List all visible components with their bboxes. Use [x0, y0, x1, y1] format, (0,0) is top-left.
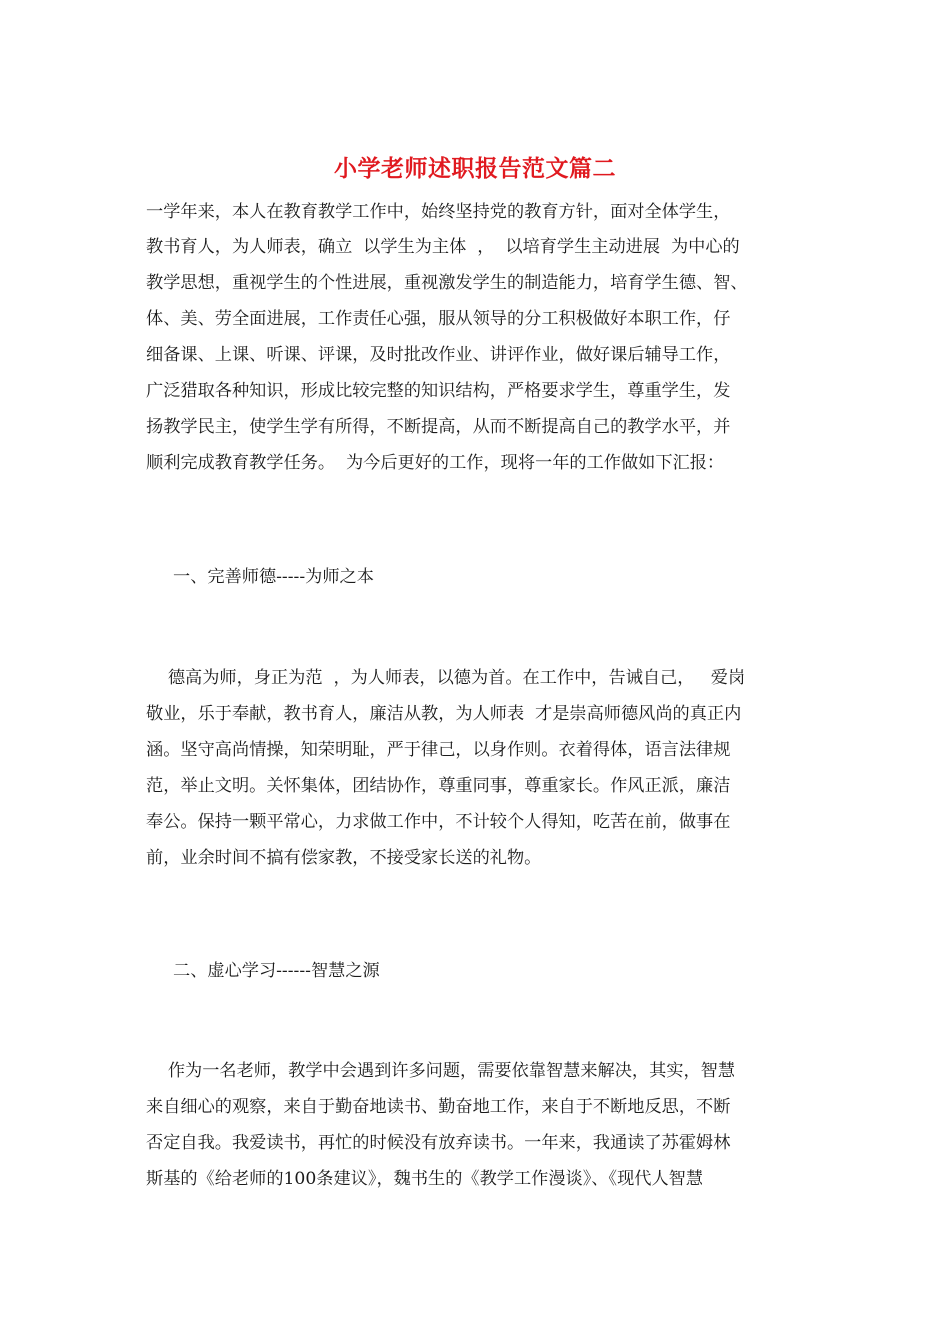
- section1-line: 前，业余时间不搞有偿家教，不接受家长送的礼物。: [146, 848, 542, 868]
- section1-line: 奉公。保持一颗平常心，力求做工作中，不计较个人得知，吃苦在前，做事在: [146, 812, 731, 832]
- section-heading: 二、虚心学习------智慧之源: [173, 961, 380, 981]
- section1-line: 德高为师，身正为范 ，为人师表，以德为首。在工作中，告诫自己， 爱岗: [146, 668, 746, 688]
- section2-line: 来自细心的观察，来自于勤奋地读书、勤奋地工作，来自于不断地反思，不断: [146, 1097, 731, 1117]
- section-heading: 一、完善师德-----为师之本: [173, 567, 374, 587]
- intro-line: 扬教学民主，使学生学有所得，不断提高，从而不断提高自己的教学水平，并: [146, 417, 731, 437]
- section1-line: 涵。坚守高尚情操，知荣明耻，严于律己，以身作则。衣着得体，语言法律规: [146, 740, 731, 760]
- intro-line: 体、美、劳全面进展，工作责任心强，服从领导的分工积极做好本职工作，仔: [146, 309, 731, 329]
- intro-line: 顺利完成教育教学任务。 为今后更好的工作，现将一年的工作做如下汇报：: [146, 453, 725, 473]
- intro-line: 细备课、上课、听课、评课，及时批改作业、讲评作业，做好课后辅导工作，: [146, 345, 731, 365]
- intro-line: 一学年来，本人在教育教学工作中，始终坚持党的教育方针，面对全体学生，: [146, 202, 731, 222]
- intro-line: 广泛猎取各种知识，形成比较完整的知识结构，严格要求学生，尊重学生，发: [146, 381, 731, 401]
- intro-line: 教学思想，重视学生的个性进展，重视激发学生的制造能力，培育学生德、智、: [146, 273, 748, 293]
- intro-line: 教书育人，为人师表，确立 以学生为主体 ， 以培育学生主动进展 为中心的: [146, 237, 740, 257]
- section2-line: 斯基的《给老师的100条建议》，魏书生的《教学工作漫谈》、《现代人智慧: [146, 1169, 704, 1189]
- section1-line: 敬业，乐于奉献，教书育人，廉洁从教，为人师表 才是崇高师德风尚的真正内: [146, 704, 742, 724]
- section1-line: 范，举止文明。关怀集体，团结协作，尊重同事，尊重家长。作风正派，廉洁: [146, 776, 731, 796]
- section2-line: 作为一名老师，教学中会遇到许多问题，需要依靠智慧来解决，其实，智慧: [146, 1061, 736, 1081]
- document-title: 小学老师述职报告范文篇二: [334, 155, 616, 182]
- section2-line: 否定自我。我爱读书，再忙的时候没有放弃读书。一年来，我通读了苏霍姆林: [146, 1133, 731, 1153]
